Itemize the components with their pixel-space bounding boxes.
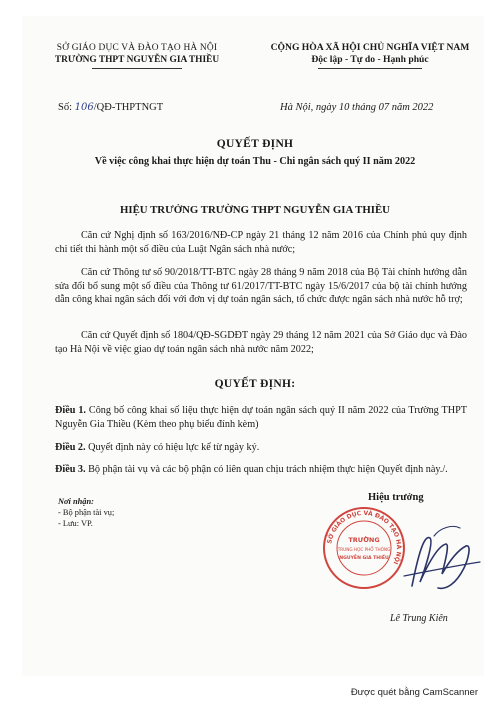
signer-title: Hiệu trưởng [368,492,424,503]
nation-header [252,42,488,66]
legal-basis-1 [55,229,467,256]
motto-underline [318,68,422,69]
nation-name: CỘNG HÒA XÃ HỘI CHỦ NGHĨA VIỆT NAM [270,42,470,53]
recipients [58,496,114,529]
legal-basis-2 [55,266,467,307]
doc-number-suffix: /QĐ-THPTNGT [93,102,164,113]
legal-basis-3 [55,329,467,356]
article-label: Điều 2. [55,442,86,453]
agency-name-line1: SỞ GIÁO DỤC VÀ ĐÀO TẠO HÀ NỘI [56,43,218,53]
agency-header [22,42,252,66]
recipient-item: - Lưu: VP. [58,519,93,528]
motto: Độc lập - Tự do - Hạnh phúc [311,54,429,65]
stamp-center-line1: TRƯỜNG [348,536,380,544]
issue-date: Hà Nội, ngày 10 tháng 07 năm 2022 [280,102,434,113]
document-title: QUYẾT ĐỊNH [216,138,294,150]
article-1 [55,404,467,431]
doc-number-prefix: Số: [58,102,73,113]
article-2 [55,441,467,455]
scanner-watermark: Được quét bằng CamScanner [350,687,478,698]
stamp-ring-text: SỞ GIÁO DỤC VÀ ĐÀO TẠO HÀ NỘI [326,509,403,566]
article-3 [55,463,467,477]
article-label: Điều 1. [55,405,86,416]
doc-number-handwritten: 106 [74,102,94,113]
article-text: Quyết định này có hiệu lực kể từ ngày ký. [85,442,260,453]
article-text: Công bố công khai số liệu thực hiện dự toán ngân sách quý II năm 2022 của Trường THPT Nguyễn Gia Thiều (Kèm theo phụ biểu đính kèm) [55,405,467,430]
legal-basis-text: Căn cứ Thông tư số 90/2018/TT-BTC ngày 28 tháng 9 năm 2018 của Bộ Tài chính hướng dẫn sửa đổi bổ sung một số điều của Thông tư 61/2017/TT-BTC ngày 15/6/2017 của bộ tài chính hướng dẫn công khai ngân sách đối với đơn vị dự toán ngân sách, tổ chức được ngân sách nhà nước hỗ trợ; [55,267,467,305]
decides-heading: QUYẾT ĐỊNH: [214,378,296,390]
recipients-heading: Nơi nhận: [58,497,94,506]
stamp-center-line2: TRUNG HỌC PHỔ THÔNG [337,547,391,552]
document-page [22,16,484,676]
legal-basis-text: Căn cứ Nghị định số 163/2016/NĐ-CP ngày 21 tháng 12 năm 2016 của Chính phủ quy định chi tiết thi hành một số điều của Luật Ngân sách nhà nước; [55,230,467,255]
document-number [58,102,163,113]
article-text: Bộ phận tài vụ và các bộ phận có liên quan chịu trách nhiệm thực hiện Quyết định này./. [85,464,448,475]
recipient-item: - Bộ phận tài vụ; [58,508,115,517]
handwritten-signature [394,516,484,606]
legal-basis-text: Căn cứ Quyết định số 1804/QĐ-SGDĐT ngày 29 tháng 12 năm 2021 của Sở Giáo dục và Đào tạo Hà Nội về việc giao dự toán ngân sách nhà nước năm 2022; [55,330,467,355]
article-label: Điều 3. [55,464,86,475]
stamp-center-line3: NGUYỄN GIA THIỀU [339,556,389,561]
signer-name: Lê Trung Kiên [390,613,448,624]
agency-name-line2: TRƯỜNG THPT NGUYỄN GIA THIỀU [54,55,220,65]
agency-underline [92,68,182,69]
issuer-heading: HIỆU TRƯỞNG TRƯỜNG THPT NGUYỄN GIA THIỀU [120,204,390,216]
document-subtitle: Về việc công khai thực hiện dự toán Thu - Chi ngân sách quý II năm 2022 [94,156,416,167]
